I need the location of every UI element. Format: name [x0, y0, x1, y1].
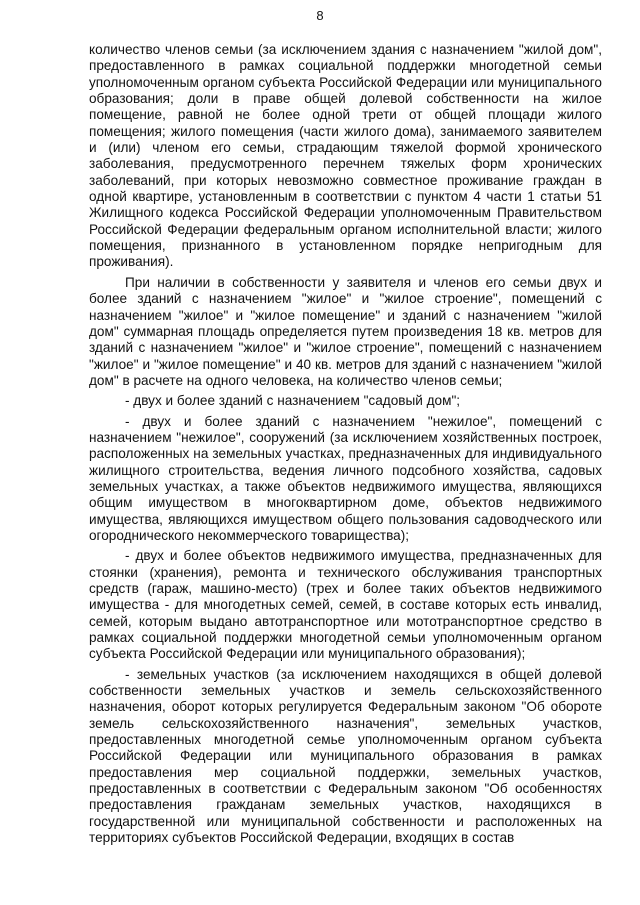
- page-number: 8: [316, 8, 324, 23]
- paragraph: - двух и более зданий с назначением "садовый дом";: [125, 393, 461, 409]
- paragraph: При наличии в собственности у заявителя и членов его семьи двух и более зданий с назначением "жилое" и "жилое строение", помещений с назначением "жилое" и "жилое помещение" и зданий с назначением "жилой дом" суммарная площадь определяется путем произведения 18 кв. метров для зданий с назначением "жилое" и "жилое строение", помещений с назначением "жилое" и "жилое помещение" и 40 кв. метров для зданий с назначением "жилой дом" в расчете на одного человека, на количество членов семьи;: [89, 274, 602, 388]
- document-body: [89, 42, 602, 847]
- paragraph: - земельных участков (за исключением находящихся в общей долевой собственности земельных участков и земель сельскохозяйственного назначения, оборот которых регулируется Федеральным законом "Об обороте земель сельскохозяйственного назначения", земельных участков, предоставленных многодетной семье уполномоченным органом субъекта Российской Федерации или муниципального образования в рамках предоставления мер социальной поддержки, земельных участков, предоставленных в соответствии с Федеральным законом "Об особенностях предоставления гражданам земельных участков, находящихся в государственной или муниципальной собственности и расположенных на территориях субъектов Российской Федерации, входящих в состав: [89, 666, 602, 846]
- paragraph: - двух и более зданий с назначением "нежилое", помещений с назначением "нежилое", сооружений (за исключением хозяйственных построек, расположенных на земельных участках, предназначенных для индивидуального жилищного строительства, ведения личного подсобного хозяйства, садовых земельных участках, а также объектов недвижимого имущества, являющихся общим имуществом в многоквартирном доме, объектов недвижимого имущества, являющихся имуществом общего пользования садоводческого или огороднического некоммерческого товарищества);: [89, 413, 602, 543]
- paragraph: - двух и более объектов недвижимого имущества, предназначенных для стоянки (хранения), ремонта и технического обслуживания транспортных средств (гараж, машино-место) (трех и более таких объектов недвижимого имущества - для многодетных семей, семей, в составе которых есть инвалид, семей, которым выдано автотранспортное или мототранспортное средство в рамках социальной поддержки многодетной семьи уполномоченным органом субъекта Российской Федерации или муниципального образования);: [89, 548, 602, 662]
- paragraph: количество членов семьи (за исключением здания с назначением "жилой дом", предоставленного в рамках социальной поддержки многодетной семьи уполномоченным органом субъекта Российской Федерации или муниципального образования; доли в праве общей долевой собственности на жилое помещение, равной не более одной трети от общей площади жилого помещения; жилого помещения (части жилого дома), занимаемого заявителем и (или) членом его семьи, страдающим тяжелой формой хронического заболевания, предусмотренного перечнем тяжелых форм хронических заболеваний, при которых невозможно совместное проживание граждан в одной квартире, установленным в соответствии с пунктом 4 части 1 статьи 51 Жилищного кодекса Российской Федерации уполномоченным Правительством Российской Федерации федеральным органом исполнительной власти; жилого помещения, признанного в установленном порядке непригодным для проживания).: [89, 42, 602, 270]
